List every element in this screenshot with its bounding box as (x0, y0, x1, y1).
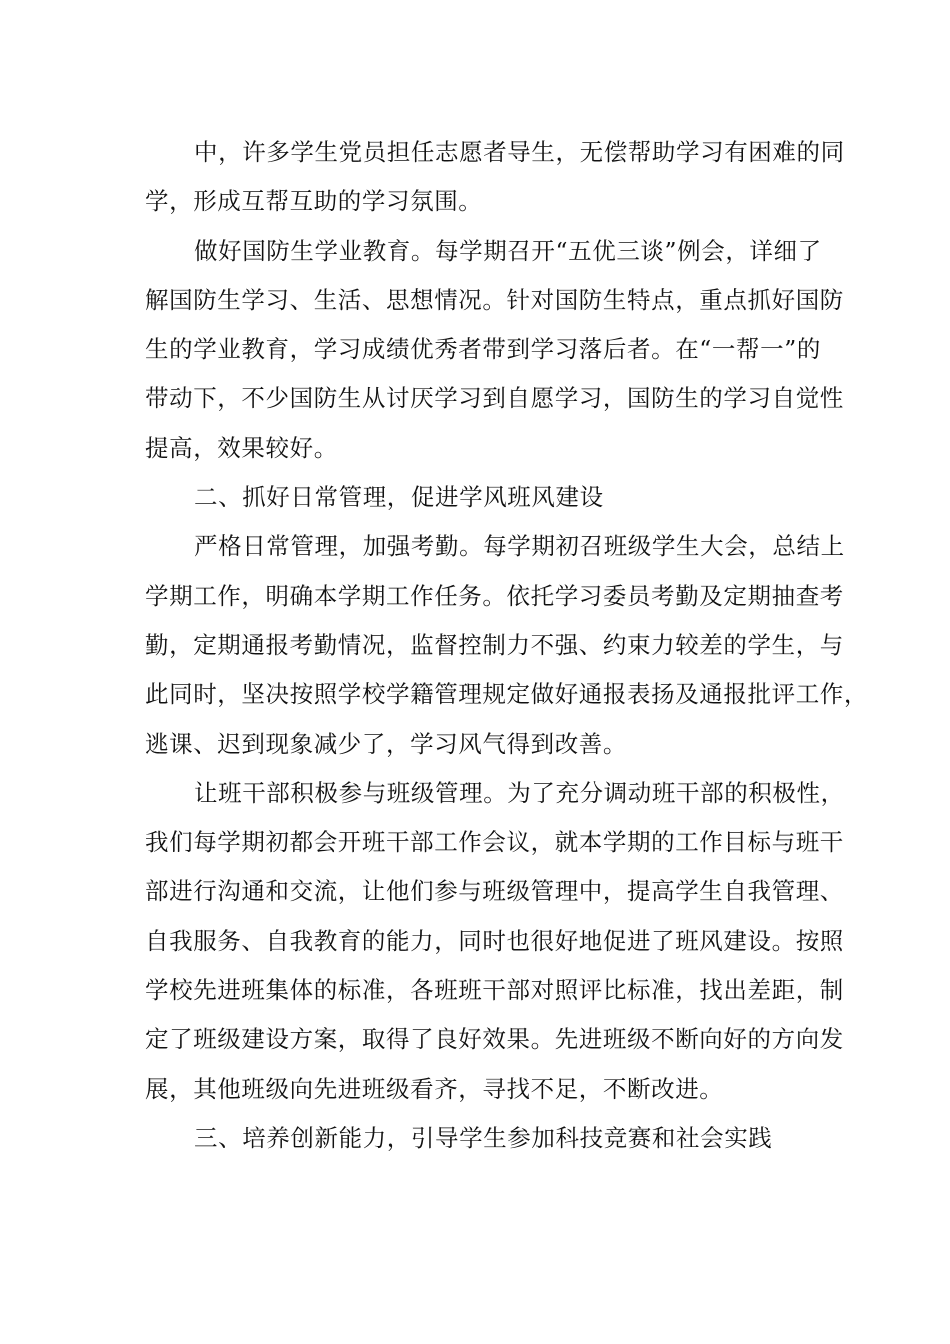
section-heading: 三、培养创新能力，引导学生参加科技竞赛和社会实践 (194, 1123, 773, 1152)
text-line: 生的学业教育，学习成绩优秀者带到学习落后者。在“一帮一”的 (145, 335, 821, 364)
text-line: 逃课、迟到现象减少了，学习风气得到改善。 (145, 729, 627, 758)
text-line: 学期工作，明确本学期工作任务。依托学习委员考勤及定期抽查考 (145, 581, 844, 610)
text-line: 带动下，不少国防生从讨厌学习到自愿学习，国防生的学习自觉性 (145, 384, 844, 413)
text-line: 中，许多学生党员担任志愿者导生，无偿帮助学习有困难的同 (194, 138, 845, 166)
text-line: 勤，定期通报考勤情况，监督控制力不强、约束力较差的学生，与 (145, 630, 844, 659)
document-body (145, 128, 868, 1163)
text-line: 严格日常管理，加强考勤。每学期初召班级学生大会，总结上 (194, 532, 845, 561)
text-line: 定了班级建设方案，取得了良好效果。先进班级不断向好的方向发 (145, 1025, 844, 1054)
text-line: 部进行沟通和交流，让他们参与班级管理中，提高学生自我管理、 (145, 877, 844, 906)
text-line: 此同时，坚决按照学校学籍管理规定做好通报表扬及通报批评工作， (145, 680, 868, 709)
text-line: 自我服务、自我教育的能力，同时也很好地促进了班风建设。按照 (145, 926, 844, 955)
text-line: 提高，效果较好。 (145, 433, 338, 462)
text-line: 展，其他班级向先进班级看齐，寻找不足，不断改进。 (145, 1074, 724, 1103)
section-heading: 二、抓好日常管理，促进学风班风建设 (194, 483, 604, 512)
text-line: 解国防生学习、生活、思想情况。针对国防生特点，重点抓好国防 (145, 285, 844, 314)
text-line: 学校先进班集体的标准，各班班干部对照评比标准，找出差距，制 (145, 976, 844, 1005)
text-line: 我们每学期初都会开班干部工作会议，就本学期的工作目标与班干 (145, 828, 844, 857)
text-line: 让班干部积极参与班级管理。为了充分调动班干部的积极性， (194, 778, 845, 807)
text-line: 做好国防生学业教育。每学期召开“五优三谈”例会，详细了 (194, 236, 822, 265)
text-line: 学，形成互帮互助的学习氛围。 (145, 187, 483, 216)
